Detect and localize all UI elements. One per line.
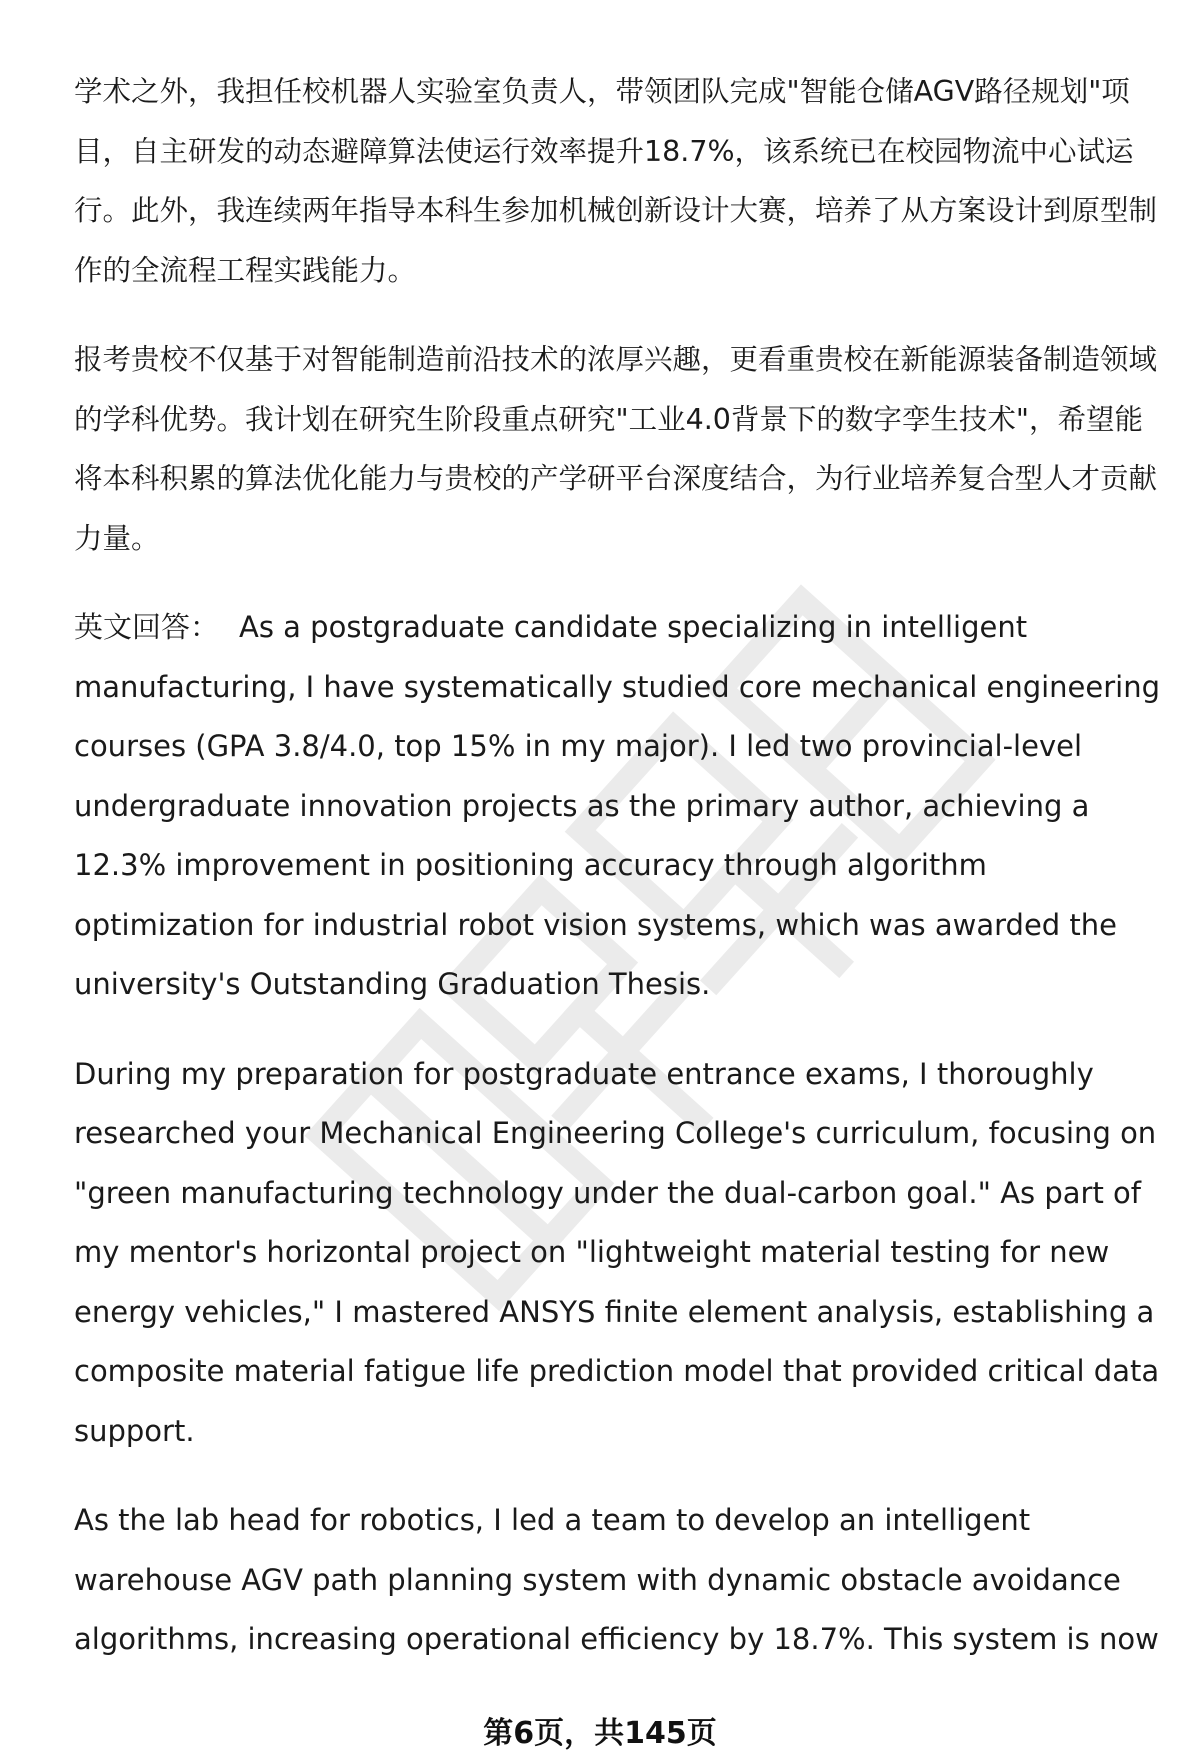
paragraph-cn-1 — [74, 62, 1164, 300]
paragraph-cn-2 — [74, 330, 1164, 568]
paragraph-text: As the lab head for robotics, I led a team to develop an intelligent warehouse AGV path planning system with dynamic obstacle avoidance algorithms, increasing operational efficiency by 18.7%. This system is now — [74, 1503, 1159, 1656]
paragraph-text: During my preparation for postgraduate entrance exams, I thoroughly researched your Mechanical Engineering College's curriculum, focusing on "green manufacturing technology under the dual-carbon goal." As part of my mentor's horizontal project on "lightweight material testing for new energy vehicles," I mastered ANSYS finite element analysis, establishing a composite material fatigue life prediction model that provided critical data support. — [74, 1056, 1160, 1448]
paragraph-en-2 — [74, 1045, 1164, 1462]
paragraph-text: As a postgraduate candidate specializing in intelligent manufacturing, I have systematically studied core mechanical engineering courses (GPA 3.8/4.0, top 15% in my major). I led two provincial-level undergraduate innovation projects as the primary author, achieving a 12.3% improvement in positioning accuracy through algorithm optimization for industrial robot vision systems, which was awarded the university's Outstanding Graduation Thesis. — [74, 610, 1161, 1001]
paragraph-en-3 — [74, 1491, 1164, 1670]
english-answer-label: 英文回答： — [74, 610, 220, 644]
paragraph-text: 学术之外，我担任校机器人实验室负责人，带领团队完成"智能仓储AGV路径规划"项目，自主研发的动态避障算法使运行效率提升18.7%，该系统已在校园物流中心试运行。此外，我连续两年指导本科生参加机械创新设计大赛，培养了从方案设计到原型制作的全流程工程实践能力。 — [74, 75, 1158, 287]
paragraph-text: 报考贵校不仅基于对智能制造前沿技术的浓厚兴趣，更看重贵校在新能源装备制造领域的学科优势。我计划在研究生阶段重点研究"工业4.0背景下的数字孪生技术"，希望能将本科积累的算法优化能力与贵校的产学研平台深度结合，为行业培养复合型人才贡献力量。 — [74, 343, 1158, 555]
page-number-footer: 第6页，共145页 — [483, 1716, 717, 1751]
paragraph-en-1 — [74, 598, 1164, 1015]
document-body — [74, 62, 1164, 1700]
